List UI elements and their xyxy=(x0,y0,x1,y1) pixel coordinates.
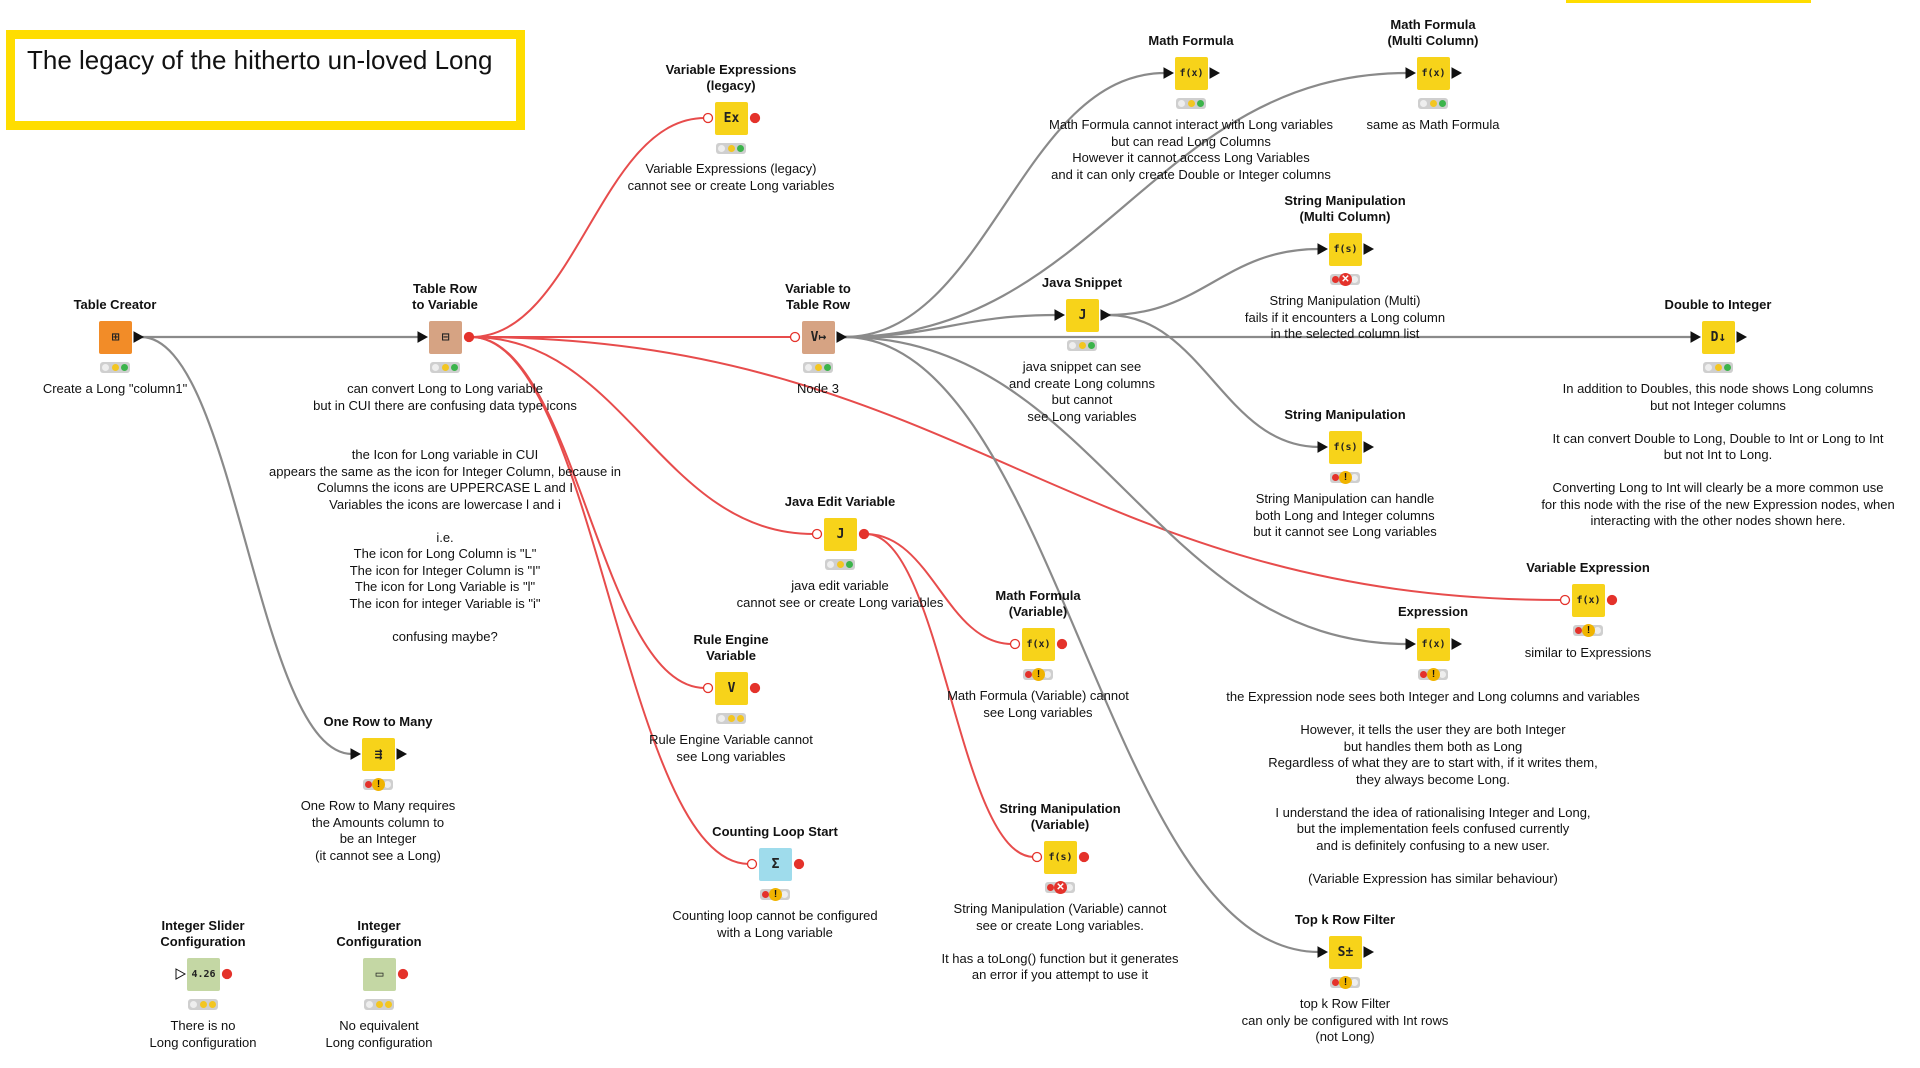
node-title: Double to Integer xyxy=(1664,297,1772,312)
annotation-java-edit-variable: java edit variable cannot see or create Long variables xyxy=(736,578,944,610)
variable-to-table-row-icon[interactable]: V↦ xyxy=(802,321,835,354)
math-formula-variable-icon[interactable]: f(x) xyxy=(1022,628,1055,661)
input-port-variable[interactable] xyxy=(1009,638,1021,650)
warning-icon: ! xyxy=(1032,668,1045,681)
node-status-indicator xyxy=(1703,362,1733,373)
status-light xyxy=(209,1001,216,1008)
output-port-variable[interactable] xyxy=(749,112,761,124)
node-title: Math Formula xyxy=(1148,33,1234,48)
status-light xyxy=(805,364,812,371)
annotation-one-row-to-many: One Row to Many requires the Amounts column to be an Integer (it cannot see a Long) xyxy=(300,798,456,863)
input-port-data[interactable] xyxy=(174,968,186,980)
annotation-rule-engine-variable: Rule Engine Variable cannot see Long variables xyxy=(649,732,813,764)
output-port-variable[interactable] xyxy=(749,682,761,694)
status-light xyxy=(1705,364,1712,371)
status-light xyxy=(200,1001,207,1008)
status-light xyxy=(112,364,119,371)
node-status-indicator xyxy=(430,362,460,373)
math-formula-multi-icon[interactable]: f(x) xyxy=(1417,57,1450,90)
node-title: Table Row to Variable xyxy=(412,281,478,312)
annotation-expression: the Expression node sees both Integer and Long columns and variables However, it tells the user they are both Integer but handles them both as Long Regardless of what they are to start with, if it writes them, they always become Long. I understand the idea of rationalising Integer and Long, but the implementation feels confused currently and is definitely confusing to a new user. (Variable Expression has similar behaviour) xyxy=(1226,689,1640,886)
node-title: Variable to Table Row xyxy=(785,281,851,312)
input-port-variable[interactable] xyxy=(702,112,714,124)
output-port-variable[interactable] xyxy=(1056,638,1068,650)
node-title: Rule Engine Variable xyxy=(693,632,769,663)
one-row-to-many-icon[interactable]: ⇶ xyxy=(362,738,395,771)
output-port-data[interactable] xyxy=(1363,243,1375,255)
input-port-variable[interactable] xyxy=(702,682,714,694)
node-title: Integer Configuration xyxy=(336,918,422,949)
input-port-variable[interactable] xyxy=(1559,594,1571,606)
status-light xyxy=(824,364,831,371)
input-port-data[interactable] xyxy=(1316,243,1328,255)
status-light xyxy=(1197,100,1204,107)
input-port-variable[interactable] xyxy=(789,331,801,343)
output-port-data[interactable] xyxy=(1363,946,1375,958)
input-port-data[interactable] xyxy=(416,331,428,343)
status-light xyxy=(728,715,735,722)
annotation-string-manipulation: String Manipulation can handle both Long and Integer columns but it cannot see Long variables xyxy=(1253,491,1437,539)
warning-icon: ! xyxy=(769,888,782,901)
connection-variable_to_table_row-to-math_formula[interactable] xyxy=(844,73,1165,337)
node-title: Integer Slider Configuration xyxy=(160,918,246,949)
annotation-string-manipulation-variable: String Manipulation (Variable) cannot see or create Long variables. It has a toLong() function but it generates an error if you attempt to use it xyxy=(941,901,1179,982)
node-status-indicator xyxy=(825,559,855,570)
node-title: Java Snippet xyxy=(1041,275,1123,290)
node-title: Table Creator xyxy=(73,297,157,312)
node-status-indicator xyxy=(716,713,746,724)
input-port-data[interactable] xyxy=(1316,946,1328,958)
status-light xyxy=(1439,100,1446,107)
input-port-data[interactable] xyxy=(1162,67,1174,79)
node-status-indicator xyxy=(716,143,746,154)
counting-loop-start-icon[interactable]: Σ xyxy=(759,848,792,881)
input-port-data[interactable] xyxy=(1316,441,1328,453)
expression-icon[interactable]: f(x) xyxy=(1417,628,1450,661)
warning-icon: ! xyxy=(1427,668,1440,681)
node-title: String Manipulation (Multi Column) xyxy=(1284,193,1406,224)
node-title: Top k Row Filter xyxy=(1294,912,1396,927)
status-light xyxy=(827,561,834,568)
variable-expressions-legacy-icon[interactable]: Ex xyxy=(715,102,748,135)
input-port-data[interactable] xyxy=(1404,638,1416,650)
java-snippet-icon[interactable]: J xyxy=(1066,299,1099,332)
status-light xyxy=(1420,100,1427,107)
node-status-indicator xyxy=(1176,98,1206,109)
rule-engine-variable-icon[interactable]: V xyxy=(715,672,748,705)
node-status-indicator xyxy=(1418,98,1448,109)
workflow-title: The legacy of the hitherto un-loved Long xyxy=(27,45,493,75)
node-title: Variable Expression xyxy=(1526,560,1650,575)
status-light xyxy=(846,561,853,568)
annotation-string-manipulation-multi: String Manipulation (Multi) fails if it encounters a Long column in the selected column list xyxy=(1244,293,1446,341)
annotation-variable-expression: similar to Expressions xyxy=(1524,645,1652,660)
status-light xyxy=(376,1001,383,1008)
input-port-variable[interactable] xyxy=(746,858,758,870)
node-status-indicator xyxy=(364,999,394,1010)
annotation-top-k-row-filter: top k Row Filter can only be configured with Int rows (not Long) xyxy=(1241,996,1449,1044)
output-port-data[interactable] xyxy=(1363,441,1375,453)
node-title: Math Formula (Variable) xyxy=(995,588,1081,619)
annotation-math-formula-multi: same as Math Formula xyxy=(1366,117,1500,132)
status-light xyxy=(718,145,725,152)
node-title: Expression xyxy=(1397,604,1469,619)
annotation-math-formula-variable: Math Formula (Variable) cannot see Long variables xyxy=(947,688,1129,720)
annotation-counting-loop-start: Counting loop cannot be configured with a Long variable xyxy=(672,908,878,940)
output-port-data[interactable] xyxy=(1451,67,1463,79)
status-light xyxy=(718,715,725,722)
string-manipulation-icon[interactable]: f(s) xyxy=(1329,431,1362,464)
status-light xyxy=(190,1001,197,1008)
node-title: String Manipulation (Variable) xyxy=(999,801,1121,832)
status-light xyxy=(366,1001,373,1008)
status-light xyxy=(1430,100,1437,107)
status-light xyxy=(1088,342,1095,349)
output-port-variable[interactable] xyxy=(221,968,233,980)
status-light xyxy=(385,1001,392,1008)
math-formula-icon[interactable]: f(x) xyxy=(1175,57,1208,90)
output-port-data[interactable] xyxy=(1736,331,1748,343)
input-port-variable[interactable] xyxy=(1031,851,1043,863)
annotation-integer-slider-configuration: There is no Long configuration xyxy=(149,1018,257,1050)
integer-configuration-icon[interactable]: ▭ xyxy=(363,958,396,991)
warning-icon: ! xyxy=(1339,471,1352,484)
node-title: String Manipulation xyxy=(1284,407,1406,422)
double-to-integer-icon[interactable]: D↓ xyxy=(1702,321,1735,354)
node-title: Counting Loop Start xyxy=(712,824,838,839)
warning-icon: ! xyxy=(372,778,385,791)
node-status-indicator xyxy=(1067,340,1097,351)
annotation-double-to-integer: In addition to Doubles, this node shows Long columns but not Integer columns It can convert Double to Long, Double to Int or Long to Int but not Int to Long. Converting Long to Int will clearly be a more common use for this node with the rise of the new Expression nodes, when interacting with the other nodes shown here. xyxy=(1541,381,1895,528)
error-icon: ✕ xyxy=(1054,881,1067,894)
error-icon: ✕ xyxy=(1339,273,1352,286)
annotation-table-row-to-variable: can convert Long to Long variable but in CUI there are confusing data type icons xyxy=(313,381,577,413)
output-port-data[interactable] xyxy=(1451,638,1463,650)
output-port-variable[interactable] xyxy=(397,968,409,980)
output-port-variable[interactable] xyxy=(1606,594,1618,606)
annotation-integer-configuration: No equivalent Long configuration xyxy=(325,1018,433,1050)
warning-icon: ! xyxy=(1339,976,1352,989)
node-title: One Row to Many xyxy=(323,714,433,729)
status-light xyxy=(1724,364,1731,371)
status-light xyxy=(1715,364,1722,371)
output-port-variable[interactable] xyxy=(793,858,805,870)
status-light xyxy=(121,364,128,371)
node-label-node-3: Node 3 xyxy=(797,381,839,396)
node-title: Java Edit Variable xyxy=(784,494,896,509)
node-title: Variable Expressions (legacy) xyxy=(665,62,797,93)
table-row-to-variable-icon[interactable]: ⊟ xyxy=(429,321,462,354)
input-port-data[interactable] xyxy=(1404,67,1416,79)
output-port-variable[interactable] xyxy=(858,528,870,540)
status-light xyxy=(737,145,744,152)
connection-table_row_to_variable-to-variable_expressions_legacy[interactable] xyxy=(471,118,705,337)
string-manipulation-multi-icon[interactable]: f(s) xyxy=(1329,233,1362,266)
top-k-row-filter-icon[interactable]: S± xyxy=(1329,936,1362,969)
annotation-java-snippet: java snippet can see and create Long columns but cannot see Long variables xyxy=(1009,359,1155,424)
variable-expression-icon[interactable]: f(x) xyxy=(1572,584,1605,617)
annotation-table-creator: Create a Long "column1" xyxy=(42,381,188,396)
node-status-indicator xyxy=(803,362,833,373)
input-port-data[interactable] xyxy=(1053,309,1065,321)
output-port-data[interactable] xyxy=(1209,67,1221,79)
input-port-variable[interactable] xyxy=(811,528,823,540)
status-light xyxy=(102,364,109,371)
java-edit-variable-icon[interactable]: J xyxy=(824,518,857,551)
output-port-data[interactable] xyxy=(1100,309,1112,321)
node-status-indicator xyxy=(188,999,218,1010)
output-port-data[interactable] xyxy=(836,331,848,343)
status-light xyxy=(1188,100,1195,107)
status-light xyxy=(432,364,439,371)
annotation-cui-icons: the Icon for Long variable in CUI appears the same as the icon for Integer Column, because in Columns the icons are UPPERCASE L and I Variables the icons are lowercase l and i i.e. The icon for Long Column is "L" The icon for Integer Column is "I" The icon for Long Variable is "l" The icon for integer Variable is "i" confusing maybe? xyxy=(269,447,621,644)
input-port-data[interactable] xyxy=(1689,331,1701,343)
output-port-data[interactable] xyxy=(133,331,145,343)
status-light xyxy=(815,364,822,371)
output-port-variable[interactable] xyxy=(1078,851,1090,863)
connection-variable_to_table_row-to-java_snippet[interactable] xyxy=(844,315,1056,337)
status-light xyxy=(737,715,744,722)
string-manipulation-variable-icon[interactable]: f(s) xyxy=(1044,841,1077,874)
status-light xyxy=(1079,342,1086,349)
warning-icon: ! xyxy=(1582,624,1595,637)
input-port-data[interactable] xyxy=(349,748,361,760)
integer-slider-configuration-icon[interactable]: 4.26 xyxy=(187,958,220,991)
node-status-indicator xyxy=(100,362,130,373)
status-light xyxy=(1069,342,1076,349)
status-light xyxy=(837,561,844,568)
status-light xyxy=(1178,100,1185,107)
output-port-data[interactable] xyxy=(396,748,408,760)
status-light xyxy=(442,364,449,371)
annotation-variable-expressions-legacy: Variable Expressions (legacy) cannot see or create Long variables xyxy=(627,161,835,193)
status-light xyxy=(728,145,735,152)
node-title: Math Formula (Multi Column) xyxy=(1387,17,1479,48)
output-port-variable[interactable] xyxy=(463,331,475,343)
status-light xyxy=(451,364,458,371)
table-creator-icon[interactable]: ⊞ xyxy=(99,321,132,354)
annotation-math-formula: Math Formula cannot interact with Long variables but can read Long Columns However it cannot access Long Variables and it can only create Double or Integer columns xyxy=(1049,117,1333,182)
